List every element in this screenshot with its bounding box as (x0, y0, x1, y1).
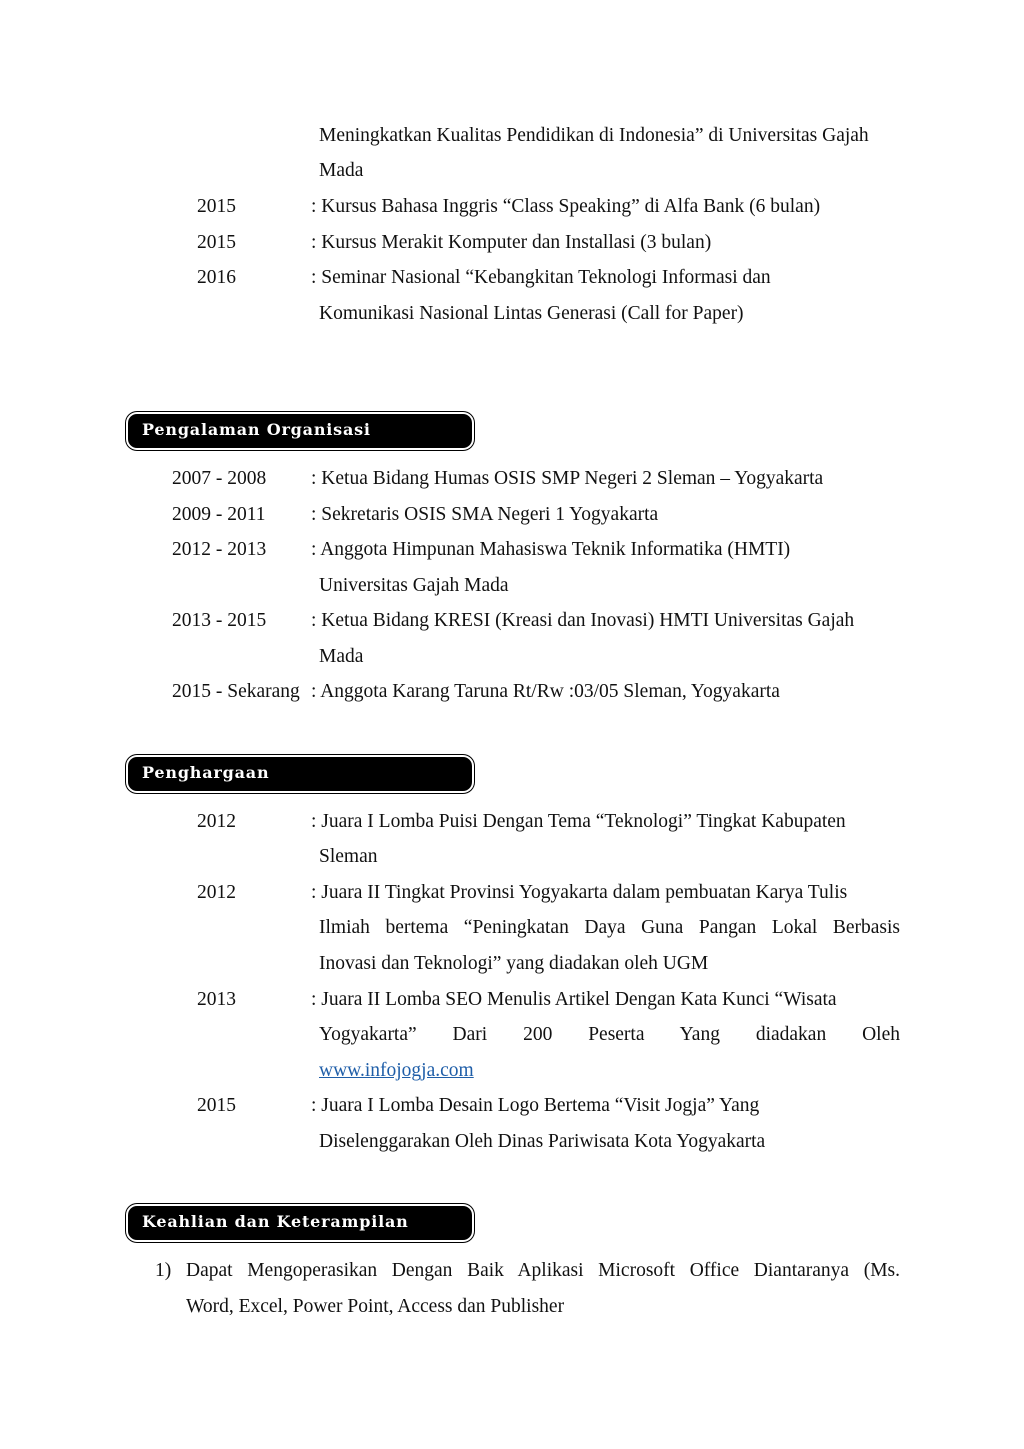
org-entry: : Anggota Karang Taruna Rt/Rw :03/05 Sleman, Yogyakarta (311, 681, 780, 702)
org-entry-cont: Mada (319, 646, 364, 667)
award-entry: : Juara I Lomba Puisi Dengan Tema “Teknologi” Tingkat Kabupaten (311, 811, 846, 832)
award-entry-cont: Sleman (319, 846, 378, 867)
award-entry: : Juara I Lomba Desain Logo Bertema “Visit Jogja” Yang (311, 1095, 760, 1116)
skill-line-1: Dapat Mengoperasikan Dengan Baik Aplikasi Microsoft Office Diantaranya (Ms. (186, 1260, 900, 1281)
org-year: 2013 - 2015 (172, 610, 267, 631)
training-cont-line-1: Meningkatkan Kualitas Pendidikan di Indonesia” di Universitas Gajah (319, 125, 869, 146)
training-year: 2015 (197, 232, 236, 253)
section-title: Penghargaan (142, 763, 270, 782)
award-entry-cont: Ilmiah bertema “Peningkatan Daya Guna Pangan Lokal Berbasis (319, 917, 900, 938)
award-year: 2015 (197, 1095, 236, 1116)
section-title: Pengalaman Organisasi (142, 420, 371, 439)
award-link-line (319, 1059, 474, 1083)
award-entry: : Juara II Lomba SEO Menulis Artikel Dengan Kata Kunci “Wisata (311, 989, 837, 1010)
section-header-awards (128, 757, 472, 791)
award-entry-cont: Yogyakarta” Dari 200 Peserta Yang diadakan Oleh (319, 1024, 900, 1045)
training-year: 2016 (197, 267, 236, 288)
org-year: 2015 - Sekarang (172, 681, 300, 702)
org-year: 2012 - 2013 (172, 539, 267, 560)
training-entry: : Seminar Nasional “Kebangkitan Teknologi Informasi dan (311, 267, 771, 288)
award-entry: : Juara II Tingkat Provinsi Yogyakarta dalam pembuatan Karya Tulis (311, 882, 848, 903)
infojogja-link[interactable]: www.infojogja.com (319, 1060, 474, 1081)
org-entry: : Ketua Bidang KRESI (Kreasi dan Inovasi) HMTI Universitas Gajah (311, 610, 855, 631)
training-entry-cont: Komunikasi Nasional Lintas Generasi (Call for Paper) (319, 303, 744, 324)
training-year: 2015 (197, 196, 236, 217)
training-entry: : Kursus Bahasa Inggris “Class Speaking” di Alfa Bank (6 bulan) (311, 196, 821, 217)
org-entry: : Anggota Himpunan Mahasiswa Teknik Informatika (HMTI) (311, 539, 791, 560)
org-entry: : Sekretaris OSIS SMA Negeri 1 Yogyakarta (311, 504, 659, 525)
award-entry-cont: Inovasi dan Teknologi” yang diadakan oleh UGM (319, 953, 709, 974)
section-header-skills (128, 1206, 472, 1240)
skill-line-2: Word, Excel, Power Point, Access dan Publisher (186, 1296, 565, 1317)
org-entry-cont: Universitas Gajah Mada (319, 575, 509, 596)
section-title: Keahlian dan Keterampilan (142, 1212, 409, 1231)
training-entry: : Kursus Merakit Komputer dan Installasi (3 bulan) (311, 232, 712, 253)
skill-number: 1) (155, 1260, 172, 1281)
award-year: 2013 (197, 989, 236, 1010)
award-year: 2012 (197, 882, 236, 903)
org-year: 2009 - 2011 (172, 504, 266, 525)
org-entry: : Ketua Bidang Humas OSIS SMP Negeri 2 Sleman – Yogyakarta (311, 468, 824, 489)
section-header-organization (128, 414, 472, 448)
org-year: 2007 - 2008 (172, 468, 267, 489)
training-cont-line-2: Mada (319, 160, 364, 181)
award-year: 2012 (197, 811, 236, 832)
award-entry-cont: Diselenggarakan Oleh Dinas Pariwisata Kota Yogyakarta (319, 1131, 766, 1152)
